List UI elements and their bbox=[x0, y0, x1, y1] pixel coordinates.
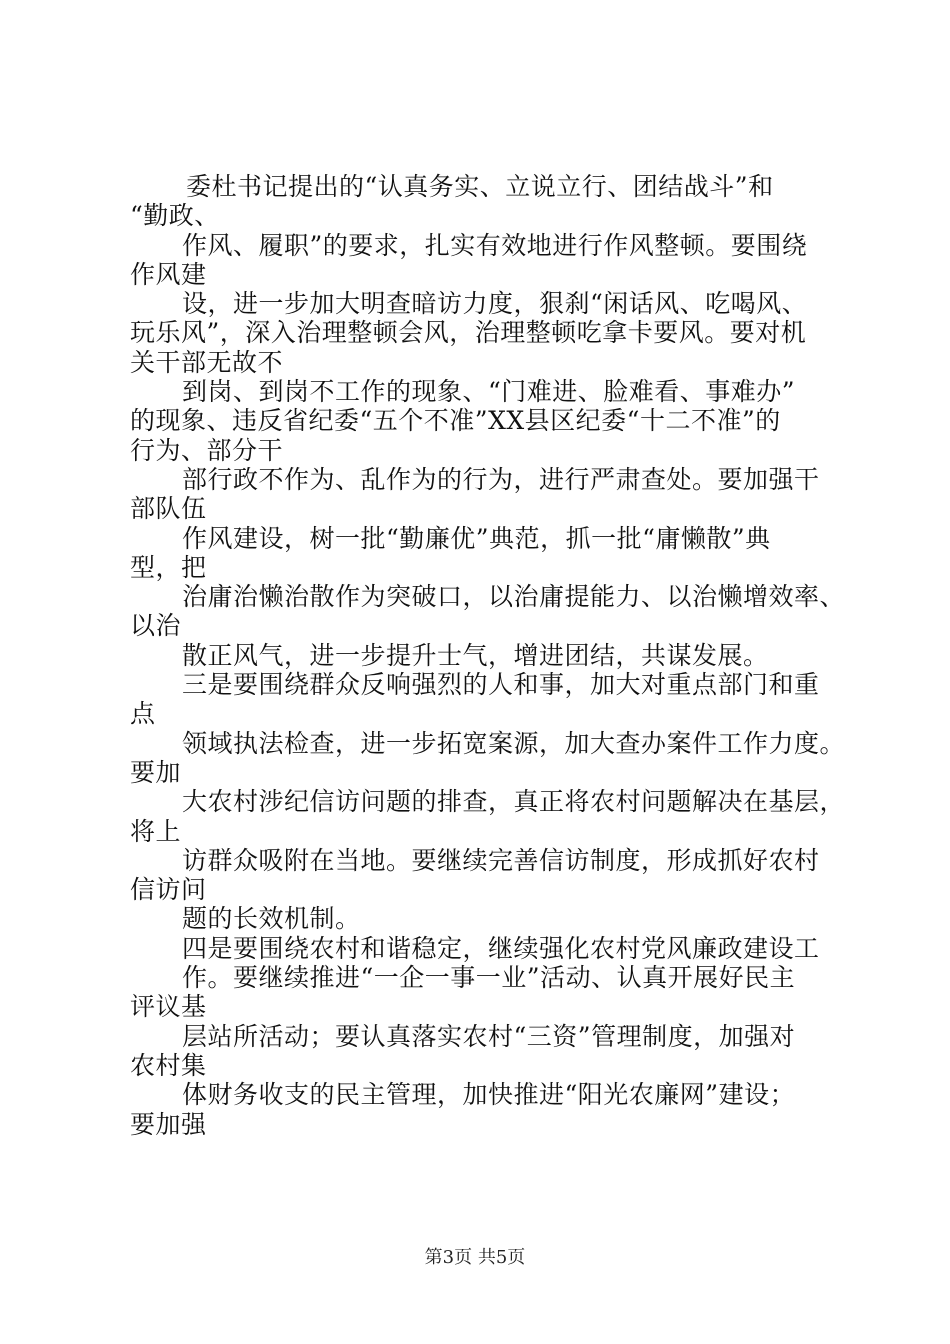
text-line: 信访问 bbox=[130, 875, 207, 905]
text-line: 要加 bbox=[130, 757, 182, 787]
text-line: 体财务收支的民主管理，加快推进“阳光农廉网”建设； bbox=[182, 1080, 796, 1110]
body-text bbox=[130, 172, 850, 1139]
text-line: 型，把 bbox=[130, 552, 207, 582]
text-line: 点 bbox=[130, 699, 156, 729]
text-line: 作。要继续推进“一企一事一业”活动、认真开展好民主 bbox=[182, 963, 796, 993]
text-line: 领域执法检查，进一步拓宽案源，加大查办案件工作力度。 bbox=[182, 728, 846, 758]
text-line: 农村集 bbox=[130, 1050, 207, 1080]
text-line: 部行政不作为、乱作为的行为，进行严肃查处。要加强干 bbox=[182, 464, 820, 494]
text-line: 访群众吸附在当地。要继续完善信访制度，形成抓好农村 bbox=[182, 845, 820, 875]
text-line: 层站所活动；要认真落实农村“三资”管理制度，加强对 bbox=[182, 1021, 796, 1051]
text-line: 题的长效机制。 bbox=[182, 904, 361, 934]
text-line: 玩乐风”，深入治理整顿会风，治理整顿吃拿卡要风。要对机 bbox=[130, 318, 807, 348]
text-line: 部队伍 bbox=[130, 494, 207, 524]
text-line: 要加强 bbox=[130, 1109, 207, 1139]
text-line: 到岗、到岗不工作的现象、“门难进、脸难看、事难办” bbox=[182, 377, 796, 407]
text-line: 作风、履职”的要求，扎实有效地进行作风整顿。要围绕 bbox=[182, 230, 808, 260]
text-line: 将上 bbox=[130, 816, 182, 846]
text-line: 关干部无故不 bbox=[130, 347, 284, 377]
text-line: 治庸治懒治散作为突破口，以治庸提能力、以治懒增效率、 bbox=[182, 582, 846, 612]
page-number-footer: 第3页 共5页 bbox=[424, 1247, 526, 1268]
text-line: 散正风气，进一步提升士气，增进团结，共谋发展。 bbox=[182, 640, 769, 670]
text-line: 行为、部分干 bbox=[130, 435, 284, 465]
text-line: 作风建 bbox=[130, 259, 207, 289]
text-line: “勤政、 bbox=[130, 201, 220, 231]
text-line: 评议基 bbox=[130, 992, 207, 1022]
text-line: 以治 bbox=[130, 611, 182, 641]
text-line: 大农村涉纪信访问题的排查，真正将农村问题解决在基层， bbox=[182, 787, 846, 817]
text-line: 四是要围绕农村和谐稳定，继续强化农村党风廉政建设工 bbox=[182, 933, 820, 963]
text-line: 三是要围绕群众反响强烈的人和事，加大对重点部门和重 bbox=[182, 670, 820, 700]
text-line: 委杜书记提出的“认真务实、立说立行、团结战斗”和 bbox=[186, 172, 774, 201]
text-line: 设，进一步加大明查暗访力度，狠刹“闲话风、吃喝风、 bbox=[182, 289, 808, 319]
text-line: 作风建设，树一批“勤廉优”典范，抓一批“庸懒散”典 bbox=[182, 523, 771, 553]
text-line: 的现象、违反省纪委“五个不准”XX县区纪委“十二不准”的 bbox=[130, 406, 781, 436]
